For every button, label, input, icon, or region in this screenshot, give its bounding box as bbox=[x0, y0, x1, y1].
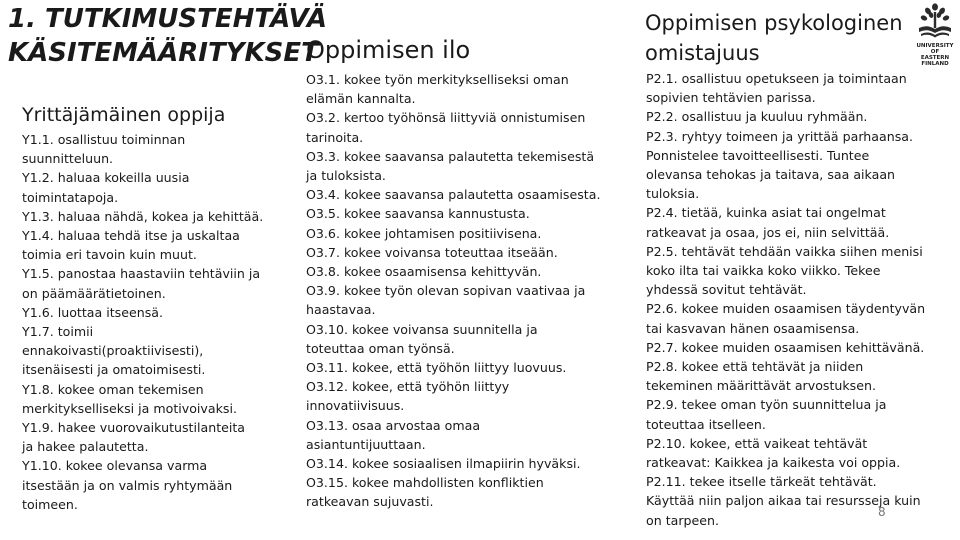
list-item: toimia eri tavoin kuin muut. bbox=[22, 247, 197, 263]
list-item: Y1.10. kokee olevansa varma bbox=[22, 458, 208, 474]
logo-text-line: EASTERN FINLAND bbox=[920, 55, 950, 67]
list-item: innovatiivisuus. bbox=[306, 398, 405, 414]
list-item: ja tuloksista. bbox=[306, 168, 386, 184]
list-item: P2.3. ryhtyy toimeen ja yrittää parhaansa. bbox=[646, 128, 913, 144]
list-item: Käyttää niin paljon aikaa tai resursseja kuin bbox=[646, 493, 921, 509]
list-item: merkitykselliseksi ja motivoivaksi. bbox=[22, 400, 237, 416]
list-item: haastavaa. bbox=[306, 302, 376, 318]
list-item: yhdessä sovitut tehtävät. bbox=[646, 282, 807, 298]
list-item: P2.2. osallistuu ja kuuluu ryhmään. bbox=[646, 109, 868, 125]
list-item: O3.3. kokee saavansa palautetta tekemisestä bbox=[306, 148, 595, 164]
column-heading-line: omistajuus bbox=[645, 41, 760, 65]
list-item: P2.7. kokee muiden osaamisen kehittävänä. bbox=[646, 339, 925, 355]
list-item: O3.5. kokee saavansa kannustusta. bbox=[306, 206, 530, 222]
list-item: tekeminen määrittävät arvostuksen. bbox=[646, 378, 876, 394]
list-item: on tarpeen. bbox=[646, 512, 719, 528]
column-list-entrepreneurial-learner bbox=[22, 130, 282, 514]
list-item: P2.5. tehtävät tehdään vaikka siihen menisi bbox=[646, 243, 923, 259]
list-item: O3.4. kokee saavansa palautetta osaamisesta. bbox=[306, 187, 601, 203]
list-item: O3.8. kokee osaamisensa kehittyvän. bbox=[306, 264, 542, 280]
list-item: ja hakee palautetta. bbox=[22, 439, 149, 455]
list-item: Y1.3. haluaa nähdä, kokea ja kehittää. bbox=[22, 208, 264, 224]
list-item: O3.7. kokee voivansa toteuttaa itseään. bbox=[306, 244, 558, 260]
list-item: Y1.4. haluaa tehdä itse ja uskaltaa bbox=[22, 228, 240, 244]
column-heading-line: Oppimisen psykologinen bbox=[645, 11, 903, 35]
list-item: tarinoita. bbox=[306, 129, 364, 145]
list-item: on päämäärätietoinen. bbox=[22, 285, 166, 301]
slide-title-line-2: KÄSITEMÄÄRITYKSET bbox=[8, 38, 319, 68]
list-item: O3.2. kertoo työhönsä liittyviä onnistumisen bbox=[306, 110, 586, 126]
logo-text-line: UNIVERSITY OF bbox=[916, 43, 954, 55]
list-item: tuloksia. bbox=[646, 186, 700, 202]
list-item: tai kasvavan hänen osaamisensa. bbox=[646, 320, 860, 336]
list-item: P2.10. kokee, että vaikeat tehtävät bbox=[646, 435, 868, 451]
list-item: Y1.8. kokee oman tekemisen bbox=[22, 381, 204, 397]
list-item: O3.14. kokee sosiaalisen ilmapiirin hyväksi. bbox=[306, 456, 581, 472]
list-item: itsestään ja on valmis ryhtymään bbox=[22, 477, 233, 493]
list-item: P2.11. tekee itselle tärkeät tehtävät. bbox=[646, 474, 877, 490]
list-item: P2.9. tekee oman työn suunnittelua ja bbox=[646, 397, 887, 413]
list-item: Y1.5. panostaa haastaviin tehtäviin ja bbox=[22, 266, 261, 282]
list-item: asiantuntijuuttaan. bbox=[306, 436, 426, 452]
list-item: suunnitteluun. bbox=[22, 151, 114, 167]
list-item: ennakoivasti(proaktiivisesti), bbox=[22, 343, 204, 359]
column-heading-psychological-ownership bbox=[645, 8, 915, 68]
list-item: itsenäisesti ja omatoimisesti. bbox=[22, 362, 206, 378]
column-list-psychological-ownership bbox=[646, 69, 946, 530]
list-item: koko ilta tai vaikka koko viikko. Tekee bbox=[646, 263, 881, 279]
university-logo bbox=[913, 2, 957, 67]
list-item: P2.8. kokee että tehtävät ja niiden bbox=[646, 359, 864, 375]
list-item: P2.1. osallistuu opetukseen ja toimintaan bbox=[646, 71, 907, 86]
list-item: O3.11. kokee, että työhön liittyy luovuus. bbox=[306, 360, 567, 376]
logo-text bbox=[913, 43, 957, 67]
list-item: P2.4. tietää, kuinka asiat tai ongelmat bbox=[646, 205, 886, 221]
list-item: sopivien tehtävien parissa. bbox=[646, 90, 816, 106]
slide-title-line-1: 1. TUTKIMUSTEHTÄVÄ bbox=[8, 4, 327, 34]
list-item: O3.6. kokee johtamisen positiivisena. bbox=[306, 225, 542, 241]
list-item: olevansa tehokas ja taitava, saa aikaan bbox=[646, 167, 896, 183]
list-item: O3.12. kokee, että työhön liittyy bbox=[306, 379, 510, 395]
university-tree-book-logo-icon bbox=[913, 2, 957, 42]
list-item: toteuttaa oman työnsä. bbox=[306, 340, 455, 356]
column-heading-joy-of-learning: Oppimisen ilo bbox=[306, 36, 471, 64]
list-item: toimeen. bbox=[22, 496, 78, 512]
list-item: ratkeavat ja osaa, jos ei, niin selvittää. bbox=[646, 224, 890, 240]
list-item: Y1.1. osallistuu toiminnan bbox=[22, 132, 186, 147]
list-item: ratkeavat: Kaikkea ja kaikesta voi oppia. bbox=[646, 455, 901, 471]
slide-number: 8 bbox=[878, 505, 886, 519]
column-heading-entrepreneurial-learner: Yrittäjämäinen oppija bbox=[22, 104, 226, 126]
list-item: O3.9. kokee työn olevan sopivan vaativaa ja bbox=[306, 283, 586, 299]
list-item: O3.13. osaa arvostaa omaa bbox=[306, 417, 481, 433]
column-list-joy-of-learning bbox=[306, 70, 618, 512]
list-item: toimintatapoja. bbox=[22, 189, 119, 205]
list-item: elämän kannalta. bbox=[306, 91, 416, 107]
list-item: O3.10. kokee voivansa suunnitella ja bbox=[306, 321, 538, 337]
list-item: Y1.2. haluaa kokeilla uusia bbox=[22, 170, 190, 186]
list-item: toteuttaa itselleen. bbox=[646, 416, 766, 432]
list-item: Y1.9. hakee vuorovaikutustilanteita bbox=[22, 420, 246, 436]
list-item: Ponnistelee tavoitteellisesti. Tuntee bbox=[646, 147, 870, 163]
list-item: O3.15. kokee mahdollisten konfliktien bbox=[306, 475, 544, 491]
list-item: ratkeavan sujuvasti. bbox=[306, 494, 434, 510]
list-item: P2.6. kokee muiden osaamisen täydentyvän bbox=[646, 301, 926, 317]
list-item: Y1.6. luottaa itseensä. bbox=[22, 304, 163, 320]
list-item: Y1.7. toimii bbox=[22, 324, 94, 340]
list-item: O3.1. kokee työn merkitykselliseksi oman bbox=[306, 72, 569, 87]
